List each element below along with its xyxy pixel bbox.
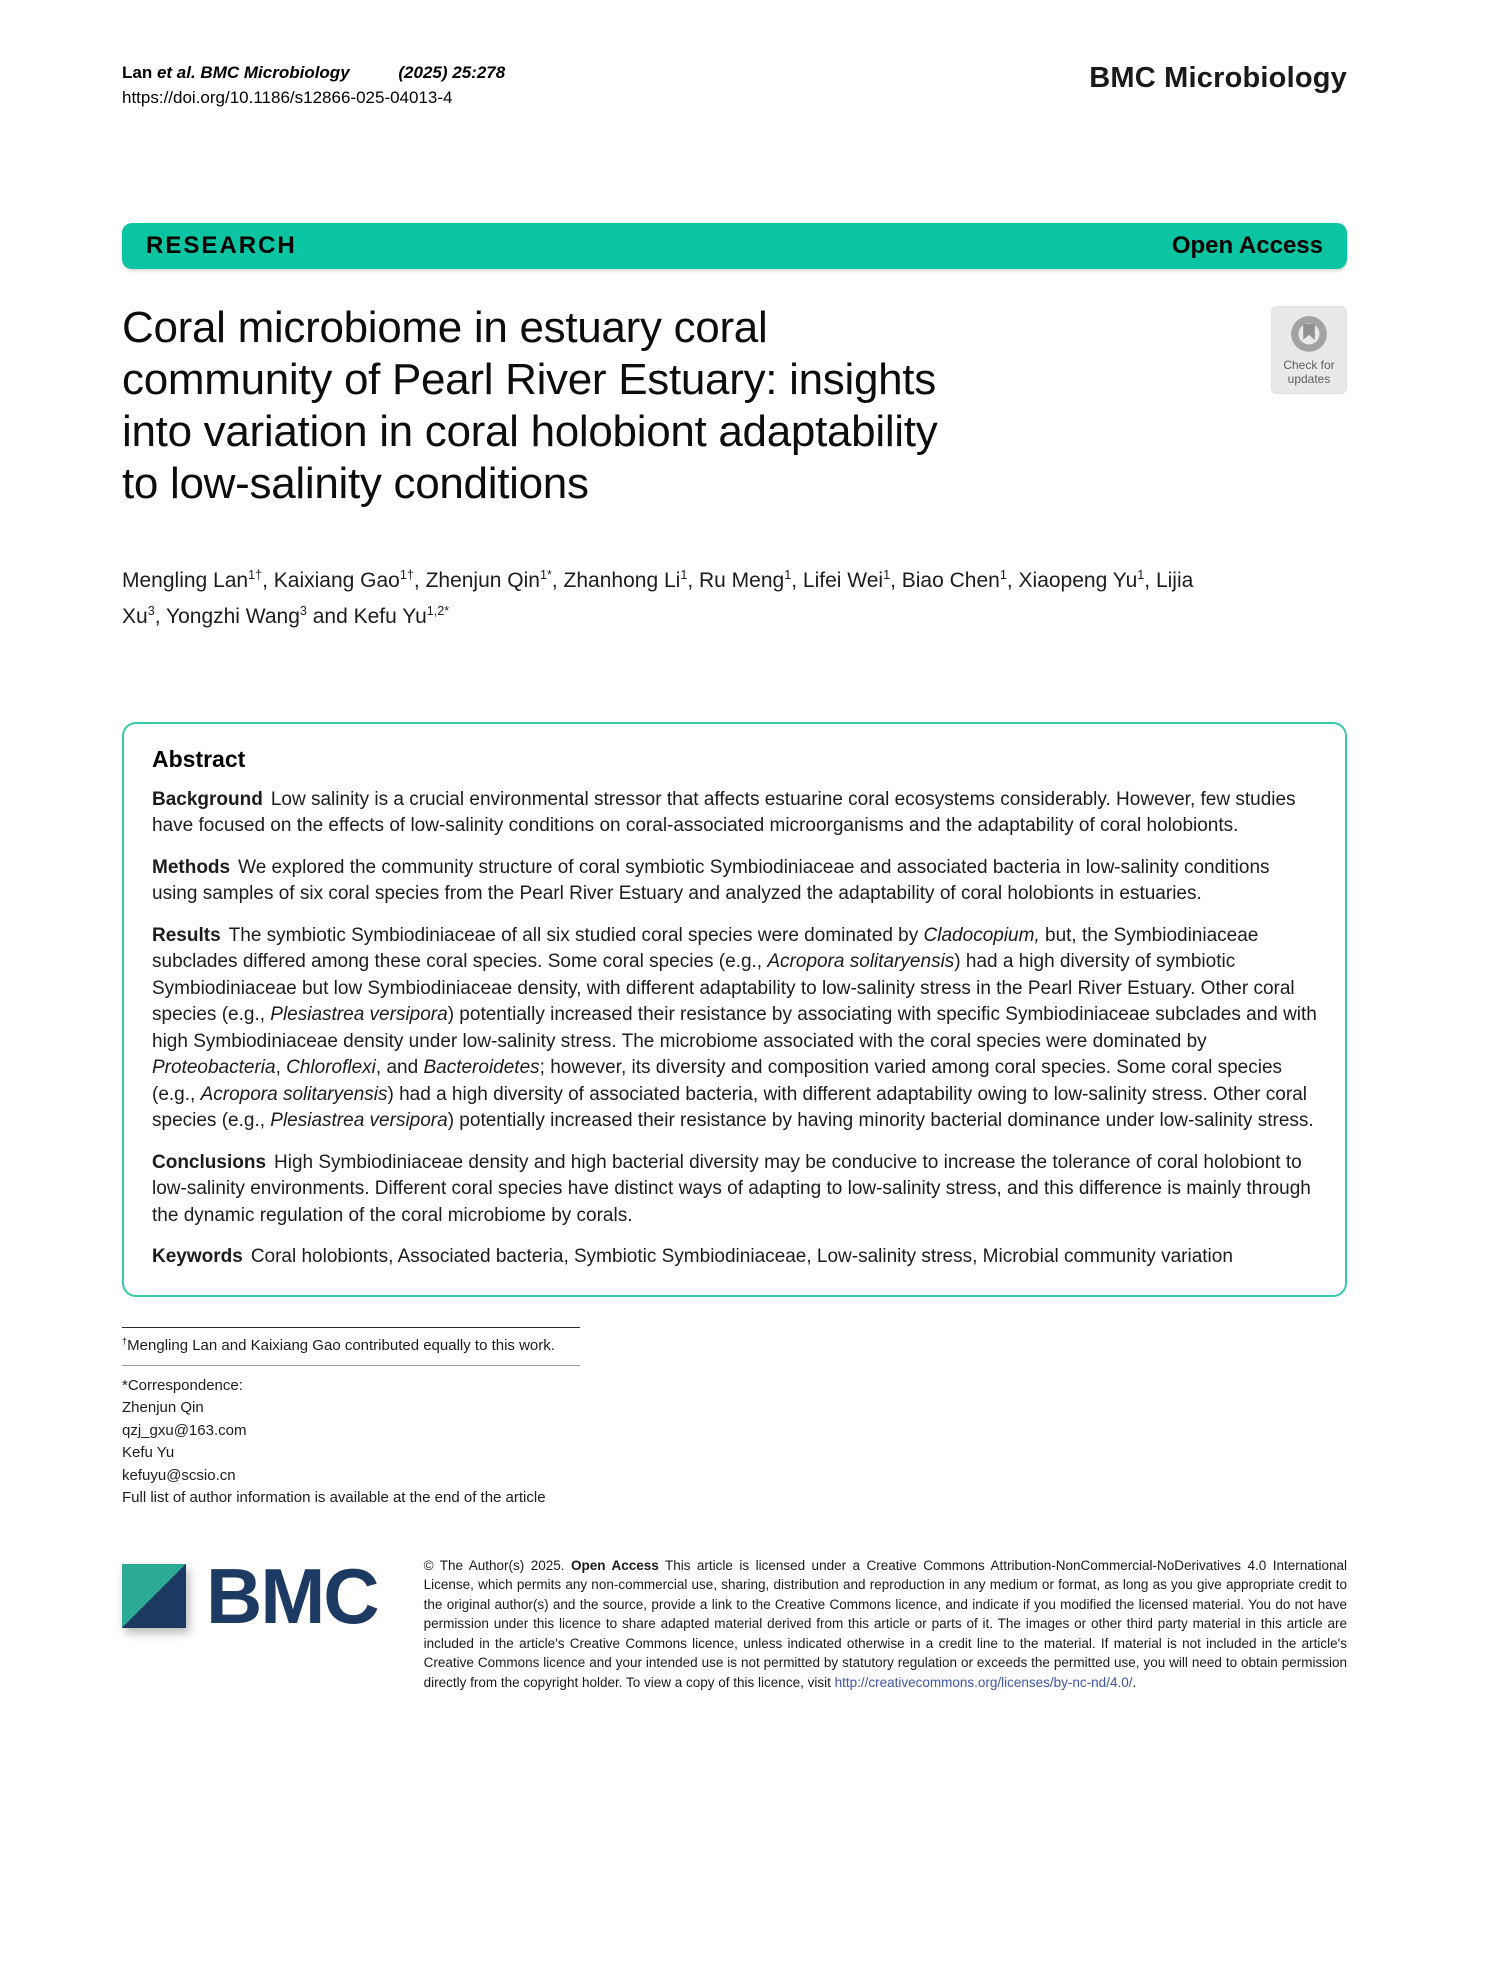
license-body: This article is licensed under a Creative Commons Attribution-NonCommercial-NoDerivatives 4.0 International License, which permits any non-commercial use, sharing, distribution and reproduction in any medium or format, as long as you give appropriate credit to the original author(s) and the source, provide a link to the Creative Commons licence, and indicate if you modified the licensed material. You do not have permission under this licence to share adapted material derived from this article or parts of it. The images or other third party material in this article are included in the article's Creative Commons licence, unless indicated otherwise in a credit line to the material. If material is not included in the article's Creative Commons licence and your intended use is not permitted by statutory regulation or exceeds the permitted use, you will need to obtain permission directly from the copyright holder. To view a copy of this licence, visit xyxy=(423,1557,1347,1690)
author-name: Zhenjun Qin xyxy=(425,568,540,592)
author-affiliation-sup: 1 xyxy=(784,567,792,582)
abstract-sections xyxy=(152,787,1317,1271)
corresponding-author-name: Kefu Yu xyxy=(122,1444,175,1462)
author-name: Yongzhi Wang xyxy=(166,604,300,628)
journal-name: BMC Microbiology xyxy=(1089,62,1347,94)
citation-block xyxy=(122,62,505,110)
corresponding-author-email: kefuyu@scsio.cn xyxy=(122,1466,236,1484)
license-period: . xyxy=(1132,1674,1137,1690)
author-affiliation-sup: 1* xyxy=(539,567,552,582)
doi-text: https://doi.org/10.1186/s12866-025-04013-4 xyxy=(122,87,453,107)
abstract-box xyxy=(122,722,1347,1297)
abstract-section-conclusions: Conclusions High Symbiodiniaceae density and high bacterial diversity may be conducive to increase the tolerance of coral holobiont to low-salinity environments. Different coral species have distinct ways of adapting to low-salinity stress, and this difference is mainly through the dynamic regulation of the coral microbiome by corals. xyxy=(152,1151,1311,1226)
article-title: Coral microbiome in estuary coral community of Pearl River Estuary: insights into variation in coral holobiont adaptability to low-salinity conditions xyxy=(122,302,938,508)
abstract-section-keywords: Keywords Coral holobionts, Associated bacteria, Symbiotic Symbiodiniaceae, Low-salinity stress, Microbial community variation xyxy=(152,1246,1233,1268)
abstract-section-results: Results The symbiotic Symbiodiniaceae of all six studied coral species were dominated by Cladocopium, but, the Symbiodiniaceae subclades differed among these coral species. Some coral species (e.g., Acropora solitaryensis) had a high diversity of symbiotic Symbiodiniaceae but low Symbiodiniaceae density, with different adaptability to low-salinity stress in the Pearl River Estuary. Other coral species (e.g., Plesiastrea versipora) potentially increased their resistance by associating with specific Symbiodiniaceae subclades and with high Symbiodiniaceae density under low-salinity stress. The microbiome associated with the coral species were dominated by Proteobacteria, Chloroflexi, and Bacteroidetes; however, its diversity and composition varied among coral species. Some coral species (e.g., Acropora solitaryensis) had a high diversity of associated bacteria, with different adaptability owing to low-salinity stress. Other coral species (e.g., Plesiastrea versipora) potentially increased their resistance by having minority bacterial dominance under low-salinity stress. xyxy=(152,924,1317,1132)
license-copyright: © The Author(s) 2025. xyxy=(423,1557,571,1573)
check-for-updates-text-line2: updates xyxy=(1287,372,1331,387)
author-list: Mengling Lan$^{1\dagger}$, Kaixiang Gao$^{1\dagger}$, Zhenjun Qin$^{1*}$, Zhanhong Li$^1$, Ru Meng$^1$, Lifei Wei$^1$, Biao Chen$^1$, Xiaopeng Yu$^1$, Lijia Xu$^3$, Yongzhi Wang$^3$ and Kefu $Yu^{1,2*}$ xyxy=(122,567,1194,628)
check-for-updates-text-line1: Check for xyxy=(1283,357,1335,372)
equal-contribution-text: Mengling Lan and Kaixiang Gao contributed equally to this work. xyxy=(127,1336,555,1354)
check-for-updates-badge[interactable] xyxy=(1271,306,1347,394)
citation-line xyxy=(122,62,505,85)
corresponding-author-email: qzj_gxu@163.com xyxy=(122,1421,247,1439)
abstract-section-background: Background Low salinity is a crucial environmental stressor that affects estuarine coral ecosystems considerably. However, few studies have focused on the effects of low-salinity conditions on coral-associated microorganisms and the adaptability of coral holobionts. xyxy=(152,788,1296,837)
article-type-label: RESEARCH xyxy=(146,231,297,259)
abstract-heading: Abstract xyxy=(152,745,246,772)
page-footer xyxy=(122,1551,1347,1693)
open-access-label: Open Access xyxy=(1171,231,1323,259)
abstract-section-label: Background xyxy=(152,788,263,810)
author-info-note: Full list of author information is available at the end of the article xyxy=(122,1489,546,1507)
bmc-logo-text: BMC xyxy=(206,1551,378,1640)
citation-journal: et al. BMC Microbiology xyxy=(156,63,350,82)
author-name: Lifei Wei xyxy=(802,568,884,592)
author-affiliation-sup: 1 xyxy=(883,567,891,582)
footnotes xyxy=(122,1327,1347,1510)
license-open-access: Open Access xyxy=(570,1557,659,1573)
correspondence-block xyxy=(122,1375,1347,1510)
abstract-section-label: Results xyxy=(152,924,221,946)
citation-volume: (2025) 25:278 xyxy=(398,63,506,82)
author-name: Zhanhong Li xyxy=(563,568,681,592)
author-affiliation-sup: 3 xyxy=(147,603,155,618)
abstract-section-label: Conclusions xyxy=(152,1151,267,1173)
abstract-section-methods: Methods We explored the community structure of coral symbiotic Symbiodiniaceae and associated bacteria in low-salinity conditions using samples of six coral species from the Pearl River Estuary and analyzed the adaptability of coral holobionts in estuaries. xyxy=(152,856,1270,905)
check-for-updates-icon xyxy=(1288,314,1330,356)
article-type-banner xyxy=(122,223,1347,269)
author-name: Ru Meng xyxy=(699,568,785,592)
page-header xyxy=(122,62,1347,110)
author-affiliation-sup: 3 xyxy=(299,603,307,618)
author-affiliation-sup: 1 xyxy=(1137,567,1145,582)
title-section xyxy=(122,302,1347,510)
bmc-logo-mark-icon xyxy=(122,1564,186,1628)
footnote-divider-bottom xyxy=(122,1365,580,1366)
bmc-logo xyxy=(122,1551,378,1640)
equal-contribution-note xyxy=(122,1335,1347,1356)
author-name: Kefu Yu xyxy=(353,604,427,628)
author-affiliation-sup: 1† xyxy=(399,567,414,582)
author-name: Biao Chen xyxy=(901,568,1000,592)
author-name: Kaixiang Gao xyxy=(273,568,400,592)
correspondence-label: *Correspondence: xyxy=(122,1376,243,1394)
correspondence-contacts xyxy=(122,1397,1347,1487)
author-affiliation-sup: 1 xyxy=(999,567,1007,582)
author-name: Lijia Xu xyxy=(122,568,1194,628)
author-affiliation-sup: 1,2* xyxy=(426,603,450,618)
abstract-section-label: Methods xyxy=(152,856,231,878)
creative-commons-link[interactable]: http://creativecommons.org/licenses/by-nc-nd/4.0/ xyxy=(834,1674,1133,1690)
author-affiliation-sup: 1 xyxy=(680,567,688,582)
dagger-symbol: † xyxy=(122,1335,128,1346)
author-affiliation-sup: 1† xyxy=(248,567,263,582)
corresponding-author-name: Zhenjun Qin xyxy=(122,1399,204,1417)
license-paragraph xyxy=(424,1556,1347,1693)
abstract-section-label: Keywords xyxy=(152,1246,243,1268)
author-name: Xiaopeng Yu xyxy=(1018,568,1138,592)
footnote-divider-top xyxy=(122,1327,580,1328)
author-name: Mengling Lan xyxy=(122,568,249,592)
citation-author: Lan xyxy=(122,63,153,82)
